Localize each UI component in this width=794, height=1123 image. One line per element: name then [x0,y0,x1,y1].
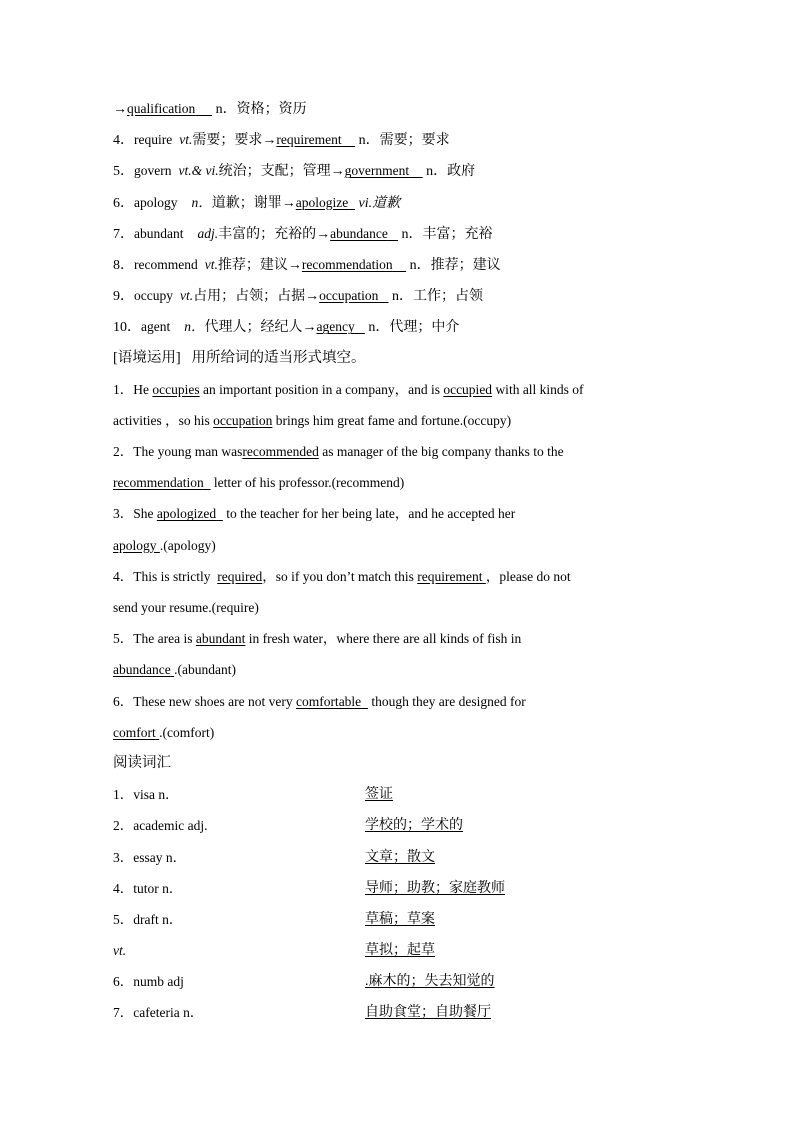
vocab-row: 6．numb adj .麻木的；失去知觉的 [113,974,495,990]
sentence-6: 6．These new shoes are not very comfortable though they are designed for [113,693,526,709]
sentence-4: 4．This is strictly required，so if you don’t match this requirement ，please do not [113,568,571,584]
answer: apologize [295,194,349,210]
answer: occupied [443,381,493,397]
sentence-3: 3．She apologized to the teacher for her being late，and he accepted her [113,506,516,522]
vocab-row: 2．academic adj. 学校的；学术的 [113,818,463,834]
vocab-row: 7．cafeteria n． 自助食堂；自助餐厅 [113,1005,491,1021]
sentence-1-cont: activities ，so his occupation brings him great fame and fortune.(occupy) [113,412,512,428]
answer: apology [113,537,157,553]
word-line-qualification: →qualification n．资格；资历 [113,101,307,117]
section-heading-context: [语境运用] 用所给词的适当形式填空。 [113,349,366,366]
answer: abundance [113,662,171,678]
word-line: 4．require vt.需要；要求→requirement n．需要；要求 [113,132,450,149]
sentence-4-cont: send your resume.(require) [113,600,259,615]
word-line: 7．abundant adj.丰富的；充裕的→abundance n．丰富；充裕 [113,225,493,242]
vocab-row: vt. 草拟；起草 [113,943,435,959]
answer: apologized [156,506,217,522]
sentence-2-cont: recommendation letter of his professor.(recommend) [113,475,405,491]
answer: recommendation [301,256,393,272]
vocab-row: 1．visa n． 签证 [113,787,393,803]
word-line: 10．agent n．代理人；经纪人→agency n．代理；中介 [113,319,460,336]
answer: occupation [213,412,273,428]
answer: comfort [113,724,156,740]
answer: required [217,568,263,584]
section-heading-reading: 阅读词汇 [113,754,171,771]
sentence-5: 5．The area is abundant in fresh water，where there are all kinds of fish in [113,631,522,647]
answer: recommended [242,444,319,460]
word-line: 8．recommend vt.推荐；建议→recommendation n．推荐；建议 [113,256,501,273]
sentence-3-cont: apology .(apology) [113,537,216,553]
answer: requirement [276,132,342,148]
answer: abundant [195,631,246,647]
answer: agency [316,319,355,335]
answer: government [344,163,410,179]
sentence-5-cont: abundance .(abundant) [113,662,236,678]
sentence-2: 2．The young man wasrecommended as manager of the big company thanks to the [113,444,564,460]
answer: comfortable [295,693,362,709]
word-line: 5．govern vt.& vi.统治；支配；管理→government n．政府 [113,163,476,180]
document-page [113,93,673,1029]
sentence-6-cont: comfort .(comfort) [113,724,215,740]
vocab-row: 5．draft n． 草稿；草案 [113,911,435,927]
vocab-row: 3．essay n． 文章；散文 [113,849,435,865]
word-line: 6．apology n．道歉；谢罪→apologize vi.道歉 [113,194,401,211]
answer: requirement [417,568,483,584]
answer: qualification [127,101,196,116]
answer: abundance [330,225,388,241]
sentence-1: 1．He occupies an important position in a company，and is occupied with all kinds of [113,381,584,397]
answer: occupation [319,288,379,304]
word-line: 9．occupy vt.占用；占领；占据→occupation n．工作；占领 [113,288,483,305]
answer: occupies [152,381,200,397]
answer: recommendation [113,475,204,491]
vocab-row: 4．tutor n． 导师；助教；家庭教师 [113,880,505,896]
